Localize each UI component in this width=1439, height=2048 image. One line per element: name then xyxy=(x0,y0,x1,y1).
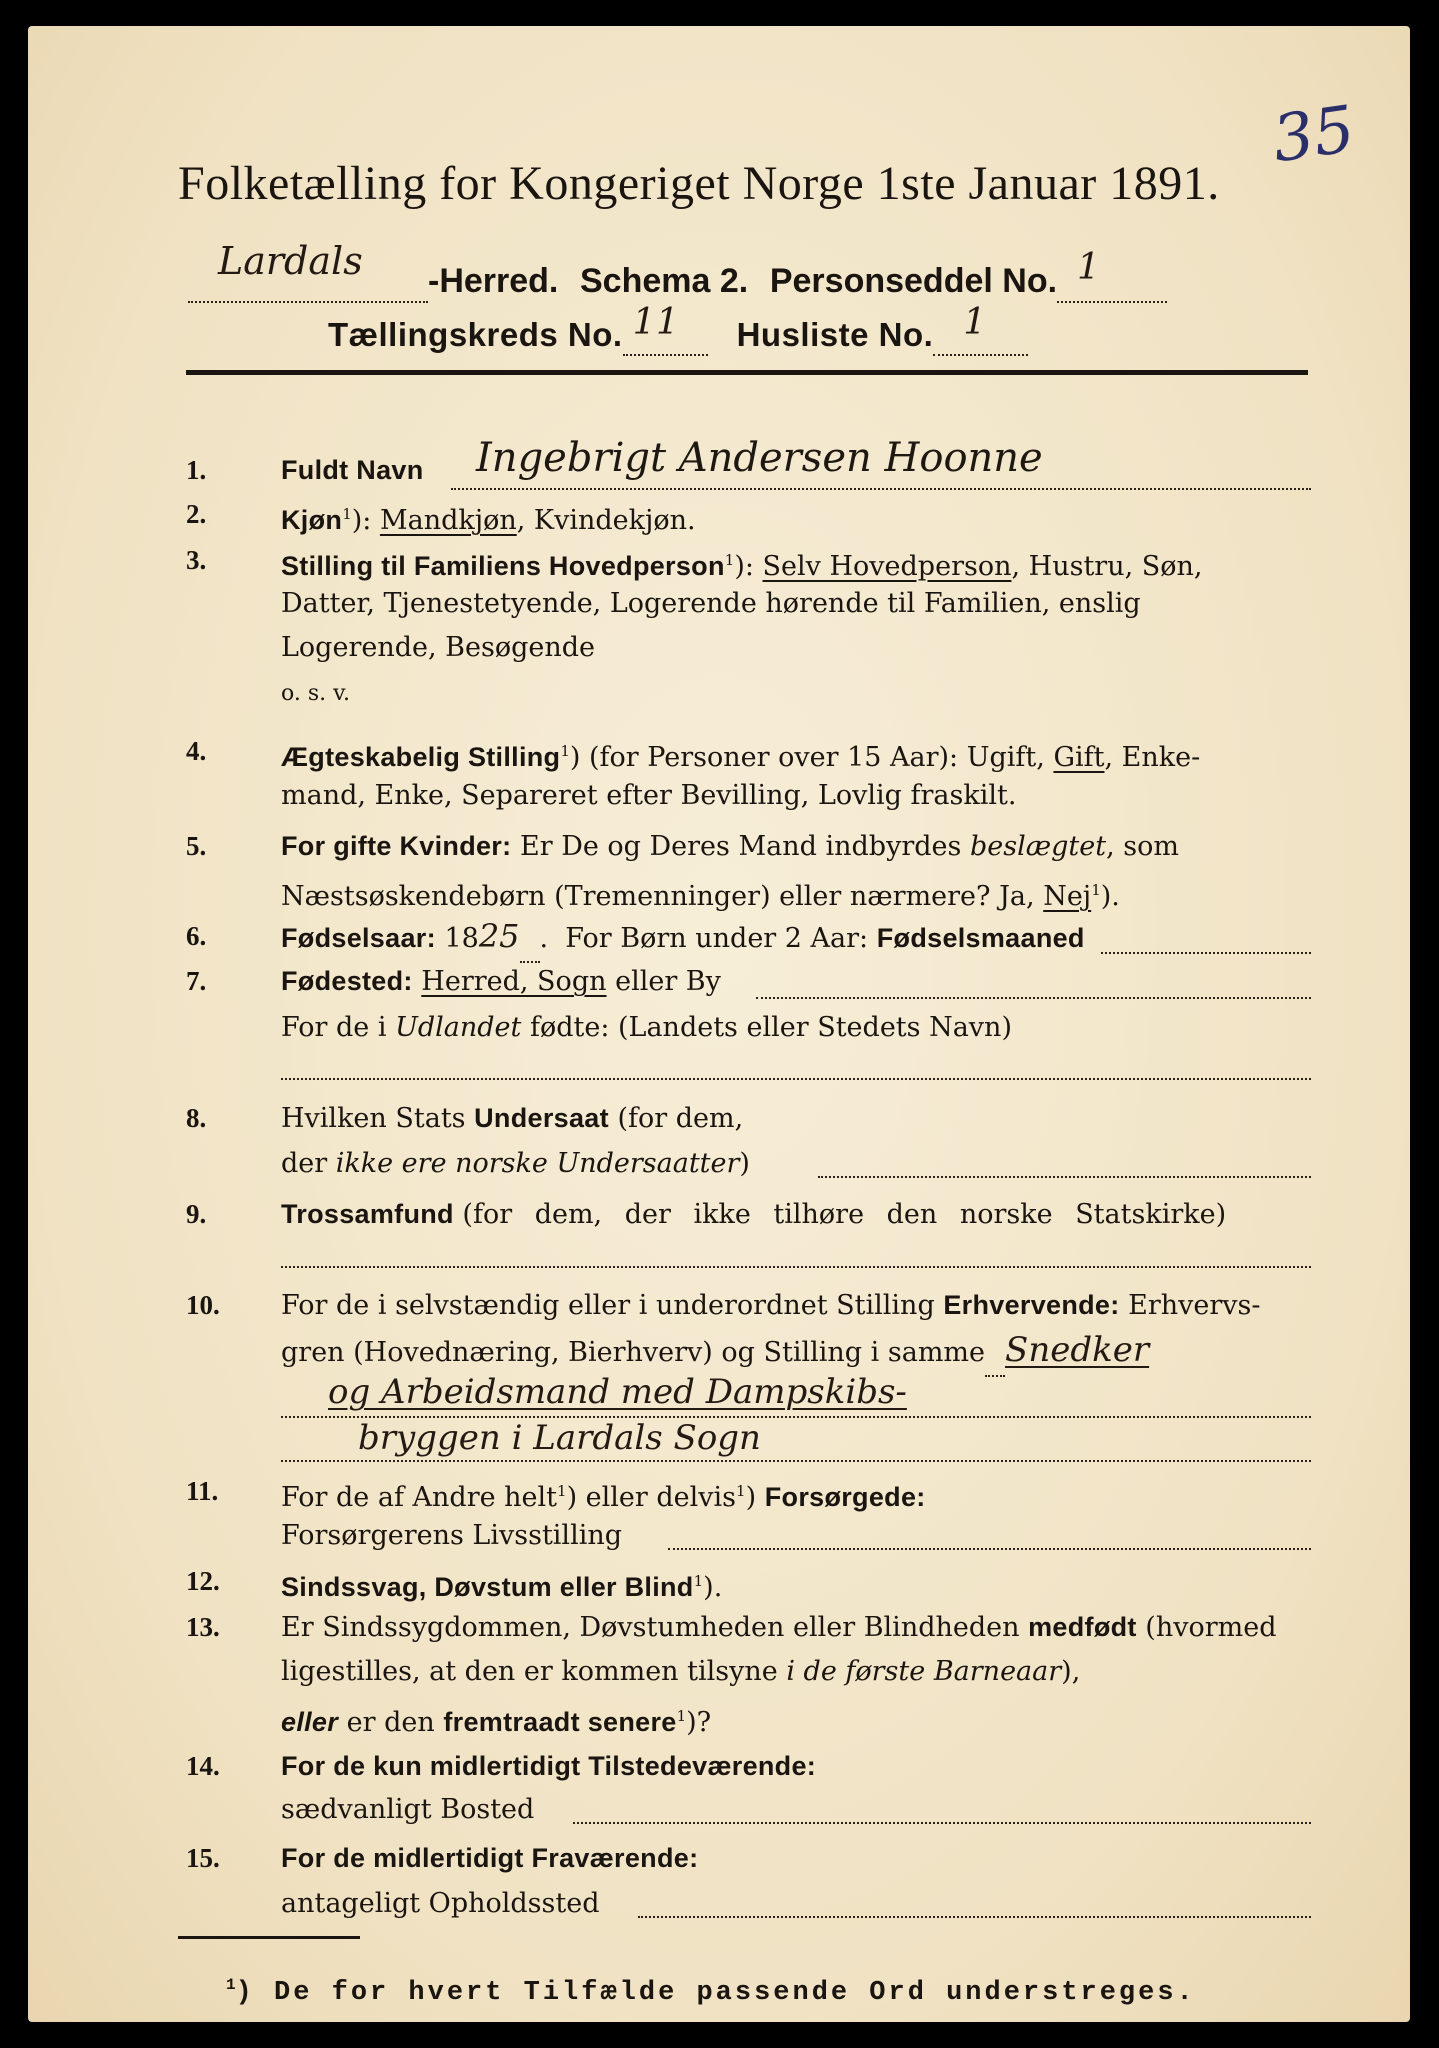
item-number: 4. xyxy=(186,736,207,766)
family-position-label: Stilling til Familiens Hovedperson xyxy=(281,551,725,581)
item-3-line-4: o. s. v. xyxy=(281,681,350,706)
item-14-line-2: sædvanligt Bosted xyxy=(281,1794,535,1825)
full-name-label: Fuldt Navn xyxy=(281,455,424,485)
item-number: 11. xyxy=(186,1476,219,1506)
husliste-number: 1 xyxy=(963,302,987,343)
marital-status-label: Ægteskabelig Stilling xyxy=(281,742,561,772)
item-4-line-2: mand, Enke, Separeret efter Bevilling, Lovlig fraskilt. xyxy=(281,780,1017,811)
item-number: 9. xyxy=(186,1199,207,1229)
herred-handwritten: Lardals xyxy=(218,239,363,283)
temporary-absent-label: For de midlertidigt Fraværende: xyxy=(281,1843,699,1873)
item-number: 7. xyxy=(186,966,207,996)
herred-line xyxy=(188,239,1167,303)
item-3-line-2: Datter, Tjenestetyende, Logerende hørende til Familien, enslig xyxy=(281,588,1141,619)
item-7-line-2: For de i Udlandet fødte: (Landets eller Stedets Navn) xyxy=(281,1012,1012,1043)
footnote-divider xyxy=(178,1936,360,1939)
disability-label: Sindssvag, Døvstum eller Blind xyxy=(281,1572,694,1602)
birth-year-label: Fødselsaar: xyxy=(281,923,436,953)
taellingskreds-label: Tællingskreds No. xyxy=(328,316,623,353)
item-number: 2. xyxy=(186,499,207,529)
birth-month-label: Fødselsmaaned xyxy=(876,923,1085,953)
option-mandkjon-underlined: Mandkjøn xyxy=(379,505,517,536)
item-number: 1. xyxy=(186,455,207,485)
census-form-page: Folketælling for Kongeriget Norge 1ste Januar 1891. 35 Lardals -Herred. Schema 2. Personseddel No. 1 Tællingskreds No. 11 Husliste No. 1 1. Fuldt Navn Ingebrigt Andersen Hoonne 2. Kjøn$^1$): Mandkjøn, Kvindekjøn. 3. Stilling til Familiens Hovedperson$^1$): Selv Hovedperson, Hustru, Søn, Datter, Tjenestetyende, Logerende hørende til Familien, enslig Logerende, Besøgende o. s. v. 4. Ægteskabelig Stilling$^1$) (for Personer over 15 Aar): Ugift, Gift, Enke- mand, Enke, Separeret efter Bevilling, Lovlig fraskilt. 5. For gifte Kvinder: Er De og Deres Mand indbyrdes beslægtet, som Næstsøskendebørn (Tremenninger) eller nærmere? Ja, Nej$^1$). 6. Fødselsaar: 1825 . For Børn under 2 Aar: Fødselsmaaned 7. Fødested: Herred, Sogn eller By For de i Udlandet fødte: (Landets eller Stedets Navn) 8. Hvilken Stats Undersaat (for dem, der ikke ere norske Undersaatter) 9. Trossamfund (for dem, der ikke tilhøre den norske Statskirke) 10. For de i selvstændig eller i underordnet Stilling Erhvervende: Erhvervs- gren (Hovednæring, Bierhverv) og Stilling i samme Snedker og Arbeidsmand med Dampskibs- bryggen i Lardals Sogn 11. For de af Andre helt$^1$) eller delvis$^1$) Forsørgede: Forsørgerens Livsstilling 12. Sindssvag, Døvstum eller Blind$^1$). 13. Er Sindssygdommen, Døvstumheden eller Blindheden medfødt (hvormed ligestilles, at den er kommen tilsyne i de første Barneaar), eller er den fremtraadt senere$^1$)? 14. For de kun midlertidigt Tilstedeværende: sædvanligt Bosted 15. For de midlertidigt Fraværende: antageligt Opholdssted $^1$) De for hvert Tilfælde passende Ord understreges. xyxy=(28,26,1410,2022)
item-number: 13. xyxy=(186,1612,220,1642)
item-number: 5. xyxy=(186,831,207,861)
full-name-answer: Ingebrigt Andersen Hoonne xyxy=(476,435,1043,481)
occupation-answer-2: og Arbeidsmand med Dampskibs- xyxy=(328,1372,907,1412)
citizenship-label: Undersaat xyxy=(474,1103,609,1133)
item-number: 6. xyxy=(186,921,207,951)
congenital-label: medfødt xyxy=(1028,1612,1137,1642)
occupation-label: Erhvervende: xyxy=(943,1290,1120,1320)
page-number-handwritten: 35 xyxy=(1268,92,1360,178)
item-number: 14. xyxy=(186,1751,220,1781)
personseddel-number: 1 xyxy=(1077,247,1100,288)
personseddel-label: Personseddel No. xyxy=(769,262,1058,300)
item-13-line-2: ligestilles, at den er kommen tilsyne i de første Barneaar), xyxy=(281,1656,1081,1687)
form-title: Folketælling for Kongeriget Norge 1ste Januar 1891. xyxy=(178,157,1220,210)
dependents-label: Forsørgede: xyxy=(764,1482,926,1512)
option-gift-underlined: Gift xyxy=(1053,742,1105,773)
temporary-present-label: For de kun midlertidigt Tilstedeværende: xyxy=(281,1751,817,1781)
item-11-line-2: Forsørgerens Livsstilling xyxy=(281,1520,623,1551)
later-onset-label: fremtraadt senere xyxy=(443,1707,677,1737)
footnote: $^1$) De for hvert Tilfælde passende Ord understreges. xyxy=(226,1976,1196,2008)
occupation-answer-3: bryggen i Lardals Sogn xyxy=(358,1418,761,1458)
item-7-blank-line xyxy=(281,1076,1311,1080)
birthplace-label: Fødested: xyxy=(281,966,413,996)
option-kvindekjon: Kvindekjøn. xyxy=(533,505,696,536)
item-number: 12. xyxy=(186,1566,220,1596)
religion-label: Trossamfund xyxy=(281,1199,454,1229)
occupation-answer-1: Snedker xyxy=(1005,1330,1150,1370)
item-10-line-2: gren (Hovednæring, Bierhverv) og Stilling i samme Snedker xyxy=(281,1328,1149,1377)
item-3-line-3: Logerende, Besøgende xyxy=(281,632,595,663)
item-number: 15. xyxy=(186,1843,220,1873)
item-number: 3. xyxy=(186,545,207,575)
item-8-line-2: der ikke ere norske Undersaatter) xyxy=(281,1148,750,1179)
header-divider xyxy=(186,370,1308,375)
married-women-label: For gifte Kvinder: xyxy=(281,831,512,861)
option-selv-hovedperson-underlined: Selv Hovedperson xyxy=(762,551,1012,582)
item-number: 10. xyxy=(186,1290,220,1320)
item-5-line-2: Næstsøskendebørn (Tremenninger) eller nærmere? Ja, Nej$^1$). xyxy=(281,881,1120,912)
item-13-line-3: eller er den fremtraadt senere$^1$)? xyxy=(281,1707,712,1738)
item-9-blank-line xyxy=(281,1264,1311,1268)
option-herred-sogn-underlined: Herred, Sogn xyxy=(421,966,607,997)
item-15-line-2: antageligt Opholdssted xyxy=(281,1888,600,1919)
option-nej-underlined: Nej xyxy=(1043,881,1092,912)
herred-label: -Herred. xyxy=(428,262,559,300)
taellingskreds-number: 11 xyxy=(632,302,680,343)
schema-label: Schema 2. xyxy=(580,262,749,300)
gender-label: Kjøn xyxy=(281,505,343,535)
item-number: 8. xyxy=(186,1103,207,1133)
husliste-label: Husliste No. xyxy=(736,316,934,353)
taellingskreds-line xyxy=(328,302,1028,356)
birth-year-handwritten: 25 xyxy=(478,917,520,955)
